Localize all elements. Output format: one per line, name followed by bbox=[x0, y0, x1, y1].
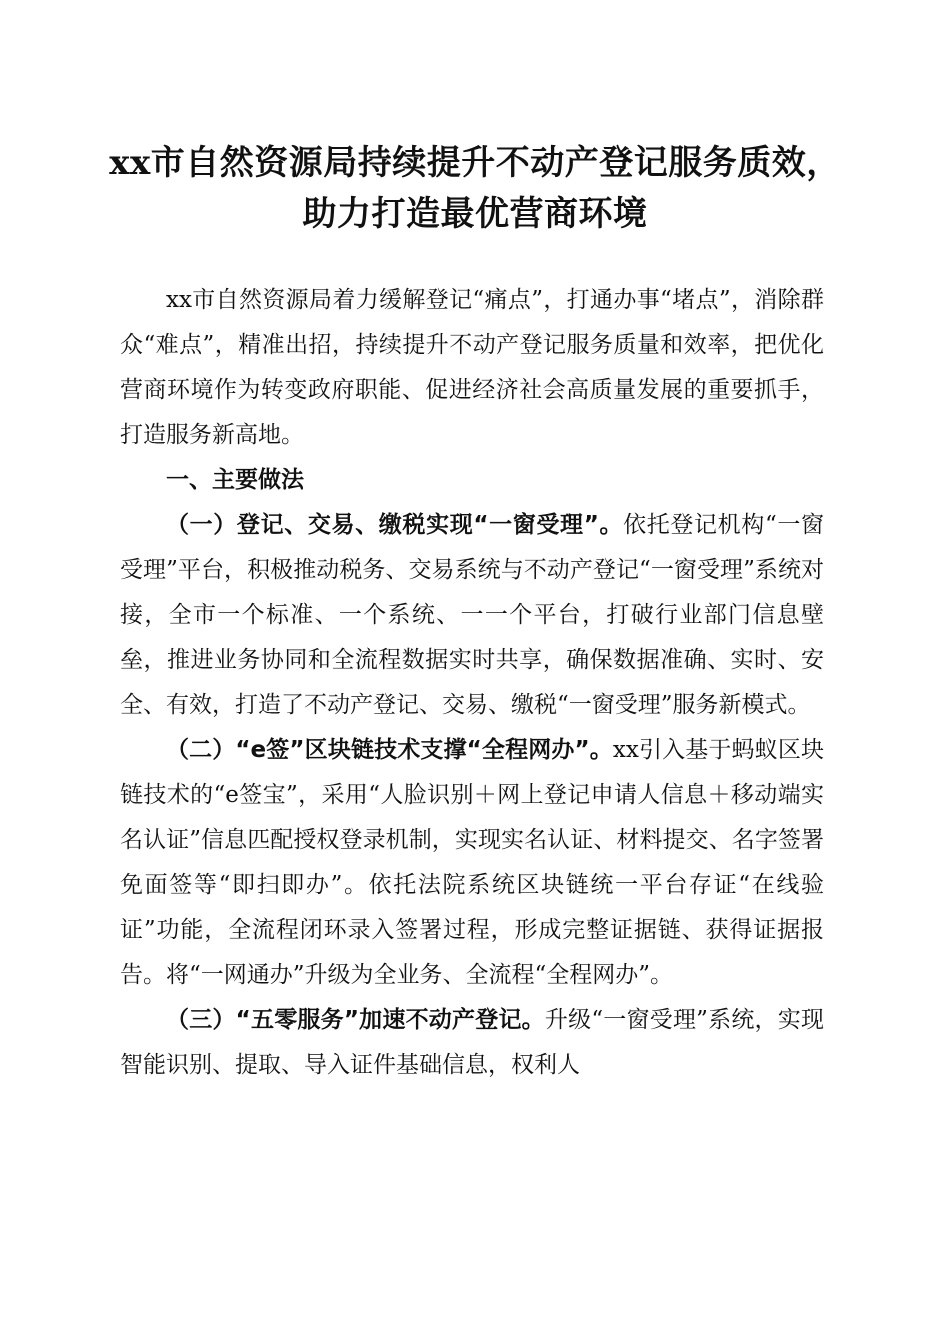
item-2-body: xx引入基于蚂蚁区块链技术的“e签宝”，采用“人脸识别＋网上登记申请人信息＋移动端实名认证”信息匹配授权登录机制，实现实名认证、材料提交、名字签署免面签等“即扫即办”。依托法院系统区块链统一平台存证“在线验证”功能，全流程闭环录入签署过程，形成完整证据链、获得证据报告。将“一网通办”升级为全业务、全流程“全程网办”。 bbox=[120, 737, 824, 988]
item-3-title: （三）“五零服务”加速不动产登记。 bbox=[166, 1007, 545, 1033]
item-2-paragraph bbox=[120, 728, 824, 998]
section-heading-main-practices: 一、主要做法 bbox=[166, 467, 304, 493]
document-body bbox=[120, 278, 824, 1088]
document-title: xx市自然资源局持续提升不动产登记服务质效，助力打造最优营商环境 bbox=[109, 143, 841, 234]
item-2-title: （二）“e签”区块链技术支撑“全程网办”。 bbox=[166, 737, 613, 763]
item-1-paragraph bbox=[120, 503, 824, 728]
intro-paragraph: xx市自然资源局着力缓解登记“痛点”，打通办事“堵点”，消除群众“难点”，精准出招，持续提升不动产登记服务质量和效率，把优化营商环境作为转变政府职能、促进经济社会高质量发展的重要抓手，打造服务新高地。 bbox=[120, 287, 824, 448]
item-3-paragraph bbox=[120, 998, 824, 1088]
item-3-body: 升级“一窗受理”系统，实现智能识别、提取、导入证件基础信息，权利人 bbox=[120, 1007, 824, 1078]
item-1-body: 依托登记机构“一窗受理”平台，积极推动税务、交易系统与不动产登记“一窗受理”系统对接，全市一个标准、一个系统、一一个平台，打破行业部门信息壁垒，推进业务协同和全流程数据实时共享，确保数据准确、实时、安全、有效，打造了不动产登记、交易、缴税“一窗受理”服务新模式。 bbox=[120, 512, 824, 718]
item-1-title: （一）登记、交易、缴税实现“一窗受理”。 bbox=[166, 512, 624, 538]
